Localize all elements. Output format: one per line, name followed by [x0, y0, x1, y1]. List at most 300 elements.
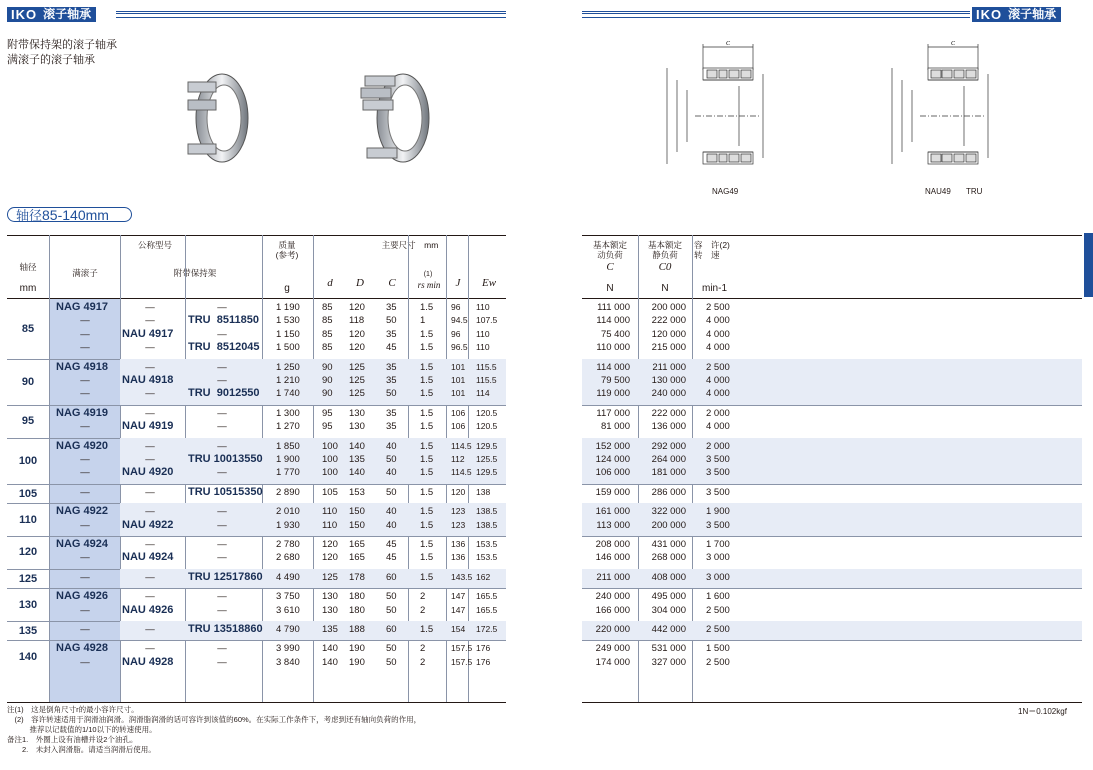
nag-cell: — [80, 328, 90, 340]
dyn-load-cell: 111 000 [597, 302, 630, 313]
hdr-J: J [455, 277, 461, 289]
dyn-load-cell: 146 000 [595, 552, 630, 564]
nau-cell: — [145, 342, 155, 354]
speed-cell: 3 500 [706, 519, 730, 531]
nau-cell: NAU 4926 [122, 603, 174, 616]
dim-c-label: C [725, 41, 731, 47]
stat-load-cell: 304 000 [651, 604, 686, 616]
speed-cell: 3 000 [706, 571, 730, 583]
dyn-load-cell: 114 000 [596, 315, 630, 327]
stat-load-cell: 442 000 [651, 624, 686, 635]
d-cell: 135 [322, 624, 338, 635]
mass-cell: 3 990 [276, 643, 300, 655]
mass-cell: 1 850 [276, 440, 300, 452]
nau-cell: — [145, 506, 155, 518]
Ew-cell: 162 [476, 571, 491, 582]
header-bottom-rule-right [582, 298, 1082, 299]
rs-cell: 1.5 [420, 552, 434, 564]
d-cell: 100 [322, 440, 338, 452]
stat-load-cell: 130 000 [651, 375, 686, 386]
hdr-speed-unit: min-1 [702, 283, 728, 294]
speed-cell: 2 500 [706, 361, 730, 373]
stat-load-cell: 531 000 [651, 643, 686, 655]
speed-cell: 4 000 [706, 375, 730, 386]
nag-cell: — [80, 421, 90, 433]
C-cell: 40 [386, 467, 397, 479]
hdr-model: 公称型号 [137, 240, 172, 250]
d-cell: 140 [322, 656, 338, 668]
J-cell: 157.5 [451, 643, 473, 654]
C-cell: 35 [386, 361, 397, 373]
J-cell: 101 [451, 361, 466, 372]
dyn-load-cell: 119 000 [596, 388, 630, 400]
nag-cell: — [80, 624, 90, 635]
Ew-cell: 138 [476, 486, 491, 497]
C-cell: 35 [386, 302, 397, 313]
mass-cell: 1 210 [276, 375, 300, 386]
rs-cell: 1.5 [420, 361, 434, 373]
C-cell: 40 [386, 440, 397, 452]
d-cell: 120 [322, 552, 338, 564]
stat-load-cell: 211 000 [652, 361, 686, 373]
hdr-full: 满滚子 [72, 268, 98, 278]
speed-cell: 2 500 [706, 656, 730, 668]
table-bottom-rule-right [582, 702, 1082, 703]
tru-cell: — [217, 643, 227, 655]
dyn-load-cell: 79 500 [600, 375, 630, 386]
note-3: 推荐以记载值的1/10以下的转速使用。 [7, 725, 157, 734]
nau-cell: — [145, 486, 155, 498]
d-cell: 130 [322, 604, 338, 616]
dyn-load-cell: 75 400 [600, 328, 630, 340]
stat-load-cell: 408 000 [651, 571, 686, 583]
tru-cell: TRU 9012550 [188, 387, 260, 400]
nag-cell: — [80, 519, 90, 531]
rs-cell: 1.5 [420, 328, 434, 340]
D-cell: 153 [349, 486, 365, 498]
tru-cell: — [217, 328, 227, 340]
rs-cell: 1.5 [420, 486, 434, 498]
C-cell: 50 [386, 604, 397, 616]
Ew-cell: 114 [476, 388, 490, 399]
rs-cell: 2 [420, 656, 426, 668]
dyn-load-cell: 113 000 [596, 519, 630, 531]
shaft-range-value: 85-140mm [42, 207, 109, 223]
stat-load-cell: 240 000 [651, 388, 686, 400]
stat-load-cell: 495 000 [651, 591, 686, 603]
tru-cell: — [217, 421, 227, 433]
C-cell: 50 [386, 315, 397, 327]
stat-load-cell: 136 000 [651, 421, 686, 433]
note-4: 备注1. 外圈上设有油槽并设2个油孔。 [7, 735, 138, 744]
label-nag49: NAG49 [712, 187, 739, 196]
tru-cell: — [217, 302, 227, 313]
unit-note: 1N＝0.102kgf [1018, 707, 1067, 716]
C-cell: 50 [386, 656, 397, 668]
dyn-load-cell: 220 000 [595, 624, 630, 635]
J-cell: 94.5 [451, 315, 468, 326]
Ew-cell: 125.5 [476, 454, 498, 464]
dyn-load-cell: 152 000 [595, 440, 630, 452]
speed-cell: 2 500 [706, 604, 730, 616]
rs-cell: 1.5 [420, 571, 434, 583]
C-cell: 35 [386, 407, 397, 419]
rs-cell: 1.5 [420, 539, 434, 550]
speed-cell: 1 600 [706, 591, 730, 603]
Ew-cell: 176 [476, 643, 491, 654]
nag-cell: — [80, 552, 90, 564]
J-cell: 154 [451, 624, 466, 634]
stat-load-cell: 286 000 [651, 486, 686, 498]
nag-cell: — [80, 486, 90, 498]
hdr-speed: 容 许(2) 转 速 [694, 240, 730, 260]
shaft-cell: 90 [21, 375, 35, 388]
C-cell: 45 [386, 342, 397, 354]
dyn-load-cell: 114 000 [596, 361, 630, 373]
shaft-cell: 85 [21, 322, 35, 335]
Ew-cell: 120.5 [476, 407, 498, 418]
iko-logo-right: IKO [972, 7, 1006, 22]
group-divider-7 [7, 588, 506, 589]
mass-cell: 4 790 [276, 624, 300, 635]
nau-cell: — [145, 440, 155, 452]
J-cell: 106 [451, 421, 466, 432]
group-divider-9 [7, 640, 506, 641]
nag-cell: — [80, 315, 90, 327]
Ew-cell: 153.5 [476, 539, 498, 549]
C-cell: 50 [386, 388, 397, 400]
nag-cell: NAG 4928 [56, 642, 108, 655]
mass-cell: 1 930 [276, 519, 300, 531]
table-top-rule-right [582, 235, 1082, 236]
rs-cell: 1.5 [420, 454, 434, 465]
Ew-cell: 153.5 [476, 552, 498, 563]
D-cell: 130 [349, 421, 365, 433]
brand-left [7, 7, 96, 22]
speed-cell: 1 500 [706, 643, 730, 655]
C-cell: 45 [386, 539, 397, 550]
J-cell: 123 [451, 506, 466, 517]
tru-cell: TRU 13518860 [188, 623, 263, 635]
mass-cell: 2 780 [276, 539, 300, 550]
nag-cell: NAG 4920 [56, 439, 108, 452]
nau-cell: — [145, 539, 155, 550]
C-cell: 50 [386, 486, 397, 498]
shaft-cell: 135 [18, 624, 38, 637]
stat-load-cell: 322 000 [651, 506, 686, 518]
D-cell: 120 [349, 328, 365, 340]
tru-cell: TRU 10515350 [188, 485, 263, 498]
D-cell: 135 [349, 454, 365, 465]
nau-cell: NAU 4918 [122, 374, 174, 386]
speed-cell: 3 500 [706, 454, 730, 465]
group-divider-right-3 [582, 484, 1082, 485]
dyn-load-cell: 110 000 [596, 342, 630, 354]
mass-cell: 1 190 [276, 302, 300, 313]
Ew-cell: 165.5 [476, 604, 498, 615]
J-cell: 106 [451, 407, 466, 418]
d-cell: 85 [322, 328, 333, 340]
hdr-rs-note: (1) [423, 271, 433, 278]
Ew-cell: 129.5 [476, 467, 498, 478]
nag49-drawing [655, 40, 775, 185]
dyn-load-cell: 117 000 [596, 407, 630, 419]
rs-cell: 1.5 [420, 388, 434, 400]
rs-cell: 2 [420, 591, 426, 603]
hdr-stat: 基本额定 静负荷 [647, 240, 682, 260]
group-divider-right-5 [582, 536, 1082, 537]
speed-cell: 2 000 [706, 407, 730, 419]
speed-cell: 2 500 [706, 302, 730, 313]
shaft-cell: 130 [18, 598, 38, 611]
d-cell: 85 [322, 342, 333, 354]
stat-load-cell: 181 000 [651, 467, 686, 479]
C-cell: 40 [386, 506, 397, 518]
dyn-load-cell: 240 000 [595, 591, 630, 603]
hdr-Ew: Ew [481, 277, 497, 289]
nau-cell: — [145, 454, 155, 465]
brand-title-right: 滚子轴承 [1006, 7, 1061, 22]
header-rule-right [582, 11, 970, 18]
dyn-load-cell: 166 000 [595, 604, 630, 616]
intro-text [7, 38, 117, 68]
Ew-cell: 129.5 [476, 440, 498, 451]
rs-cell: 2 [420, 643, 426, 655]
tru-cell: — [217, 519, 227, 531]
nau-cell: NAU 4919 [122, 420, 174, 433]
group-divider-right-1 [582, 405, 1082, 406]
hdr-D: D [356, 277, 364, 289]
stat-load-cell: 431 000 [651, 539, 686, 550]
C-cell: 60 [386, 571, 397, 583]
nag-cell: — [80, 388, 90, 400]
tru-cell: — [217, 440, 227, 452]
mass-cell: 3 840 [276, 656, 300, 668]
J-cell: 112 [451, 454, 465, 464]
J-cell: 96 [451, 302, 461, 312]
d-cell: 90 [322, 361, 333, 373]
nag-cell: — [80, 342, 90, 354]
nag-cell: NAG 4922 [56, 505, 108, 518]
nag-cell: — [80, 571, 90, 583]
Ew-cell: 110 [476, 342, 490, 353]
label-tru: TRU [966, 187, 983, 196]
d-cell: 90 [322, 388, 333, 400]
dyn-load-cell: 211 000 [596, 571, 630, 583]
nau-cell: — [145, 302, 155, 313]
dyn-load-cell: 159 000 [595, 486, 630, 498]
hdr-dyn: 基本额定 动负荷 [592, 240, 627, 260]
J-cell: 143.5 [451, 571, 473, 582]
nau-cell: NAU 4917 [122, 327, 174, 340]
hdr-stat-sym: C0 [658, 261, 672, 273]
speed-cell: 4 000 [706, 342, 730, 354]
C-cell: 45 [386, 552, 397, 564]
C-cell: 35 [386, 421, 397, 433]
dyn-load-cell: 124 000 [595, 454, 630, 465]
J-cell: 96.5 [451, 342, 468, 353]
d-cell: 140 [322, 643, 338, 655]
d-cell: 105 [322, 486, 338, 498]
nau-cell: NAU 4924 [122, 551, 174, 564]
label-nau49: NAU49 [925, 187, 951, 196]
stat-load-cell: 200 000 [651, 519, 686, 531]
d-cell: 95 [322, 407, 333, 419]
Ew-cell: 138.5 [476, 519, 498, 530]
C-cell: 50 [386, 454, 397, 465]
speed-cell: 2 500 [706, 624, 730, 635]
dyn-load-cell: 208 000 [595, 539, 630, 550]
nag-cell: — [80, 375, 90, 386]
nau-cell: — [145, 624, 155, 635]
C-cell: 60 [386, 624, 397, 635]
shaft-cell: 105 [18, 487, 38, 500]
hdr-shaft: 轴径 [19, 262, 37, 272]
bearing-caged-image [180, 70, 250, 165]
hdr-d: d [327, 277, 333, 289]
stat-load-cell: 120 000 [651, 328, 686, 340]
rs-cell: 1 [420, 315, 426, 327]
stat-load-cell: 222 000 [651, 315, 686, 327]
tru-cell: — [217, 407, 227, 419]
Ew-cell: 115.5 [476, 375, 497, 385]
hdr-shaft-unit: mm [19, 283, 37, 294]
d-cell: 85 [322, 302, 333, 313]
J-cell: 157.5 [451, 656, 473, 667]
nag-cell: NAG 4924 [56, 538, 108, 550]
hdr-dyn-sym: C [606, 261, 614, 273]
d-cell: 85 [322, 315, 333, 327]
d-cell: 95 [322, 421, 333, 433]
rs-cell: 1.5 [420, 519, 434, 531]
table-bottom-rule [7, 702, 506, 703]
J-cell: 120 [451, 486, 466, 497]
D-cell: 165 [349, 539, 365, 550]
tru-cell: — [217, 361, 227, 373]
Ew-cell: 110 [476, 328, 490, 339]
brand-title: 滚子轴承 [41, 7, 96, 22]
nag-cell: — [80, 454, 90, 465]
mass-cell: 3 750 [276, 591, 300, 603]
rs-cell: 1.5 [420, 421, 434, 433]
stat-load-cell: 200 000 [651, 302, 686, 313]
nau-cell: — [145, 407, 155, 419]
d-cell: 100 [322, 467, 338, 479]
d-cell: 125 [322, 571, 338, 583]
tru-cell: TRU 12517860 [188, 570, 263, 583]
Ew-cell: 110 [476, 302, 490, 312]
shaft-cell: 110 [19, 513, 37, 526]
speed-cell: 3 500 [706, 467, 730, 479]
J-cell: 96 [451, 328, 461, 339]
nag-cell: NAG 4917 [56, 301, 108, 313]
dyn-load-cell: 81 000 [600, 421, 630, 433]
tru-cell: — [217, 506, 227, 518]
nau-cell: NAU 4928 [122, 655, 174, 668]
shaft-cell: 95 [21, 415, 35, 428]
speed-cell: 3 500 [706, 486, 730, 498]
rs-cell: 1.5 [420, 342, 434, 354]
D-cell: 125 [349, 375, 365, 386]
mass-cell: 2 680 [276, 552, 300, 564]
stat-load-cell: 222 000 [651, 407, 686, 419]
shaft-cell: 125 [18, 572, 38, 585]
speed-cell: 1 700 [706, 539, 730, 550]
shaft-cell: 120 [18, 546, 38, 559]
mass-cell: 1 300 [276, 407, 300, 419]
J-cell: 123 [451, 519, 466, 530]
speed-cell: 4 000 [706, 328, 730, 340]
D-cell: 190 [349, 656, 365, 668]
group-divider-1 [7, 405, 506, 406]
J-cell: 114.5 [451, 467, 472, 478]
nau-cell: — [145, 361, 155, 373]
mass-cell: 3 610 [276, 604, 300, 616]
nag-cell: — [80, 467, 90, 479]
rs-cell: 1.5 [420, 407, 434, 419]
D-cell: 150 [349, 506, 365, 518]
shaft-range-pill [7, 207, 132, 222]
dim-c-label-right: C [950, 41, 956, 47]
nag-cell: NAG 4926 [56, 590, 108, 603]
note-1: 注(1) 这是倒角尺寸r的最小容许尺寸。 [7, 705, 139, 714]
side-index-tab [1084, 233, 1093, 297]
nag-cell: NAG 4918 [56, 360, 108, 373]
tru-cell: — [217, 375, 227, 386]
hdr-mass: 质量 (参考) [275, 240, 299, 260]
rs-cell: 1.5 [420, 302, 434, 313]
mass-cell: 4 490 [276, 571, 300, 583]
nau-cell: NAU 4920 [122, 466, 174, 479]
D-cell: 125 [349, 361, 365, 373]
d-cell: 110 [322, 506, 338, 518]
group-divider-right-7 [582, 588, 1082, 589]
nau-cell: — [145, 591, 155, 603]
hdr-dims: 主要尺寸 mm [381, 240, 439, 250]
D-cell: 125 [349, 388, 365, 400]
D-cell: 150 [349, 519, 365, 531]
Ew-cell: 165.5 [476, 591, 498, 602]
D-cell: 165 [349, 552, 365, 564]
D-cell: 190 [349, 643, 365, 655]
header-rule-left [116, 11, 506, 18]
stat-load-cell: 215 000 [651, 342, 686, 354]
tru-cell: — [217, 591, 227, 603]
nau-cell: NAU 4922 [122, 518, 174, 531]
nau-cell: — [145, 571, 155, 583]
Ew-cell: 107.5 [476, 315, 498, 326]
Ew-cell: 120.5 [476, 421, 498, 432]
J-cell: 101 [451, 388, 466, 399]
tru-cell: — [217, 656, 227, 668]
note-2: (2) 容许转速适用于润滑油润滑。润滑脂润滑的话可容许到该值的60%。在实际工作条件下，考虑到还有轴向负荷的作用， [7, 715, 422, 724]
dyn-load-cell: 106 000 [595, 467, 630, 479]
hdr-dyn-unit: N [606, 283, 614, 294]
D-cell: 118 [349, 315, 365, 327]
mass-cell: 1 770 [276, 467, 300, 479]
mass-cell: 1 150 [276, 328, 300, 340]
rs-cell: 1.5 [420, 375, 434, 386]
rs-cell: 1.5 [420, 467, 434, 479]
speed-cell: 3 000 [706, 552, 730, 564]
iko-logo: IKO [7, 7, 41, 22]
hdr-stat-unit: N [661, 283, 669, 294]
D-cell: 140 [349, 440, 365, 452]
Ew-cell: 176 [476, 656, 491, 667]
shaft-range-prefix: 轴径 [16, 208, 43, 223]
rs-cell: 1.5 [420, 440, 434, 452]
C-cell: 40 [386, 519, 397, 531]
